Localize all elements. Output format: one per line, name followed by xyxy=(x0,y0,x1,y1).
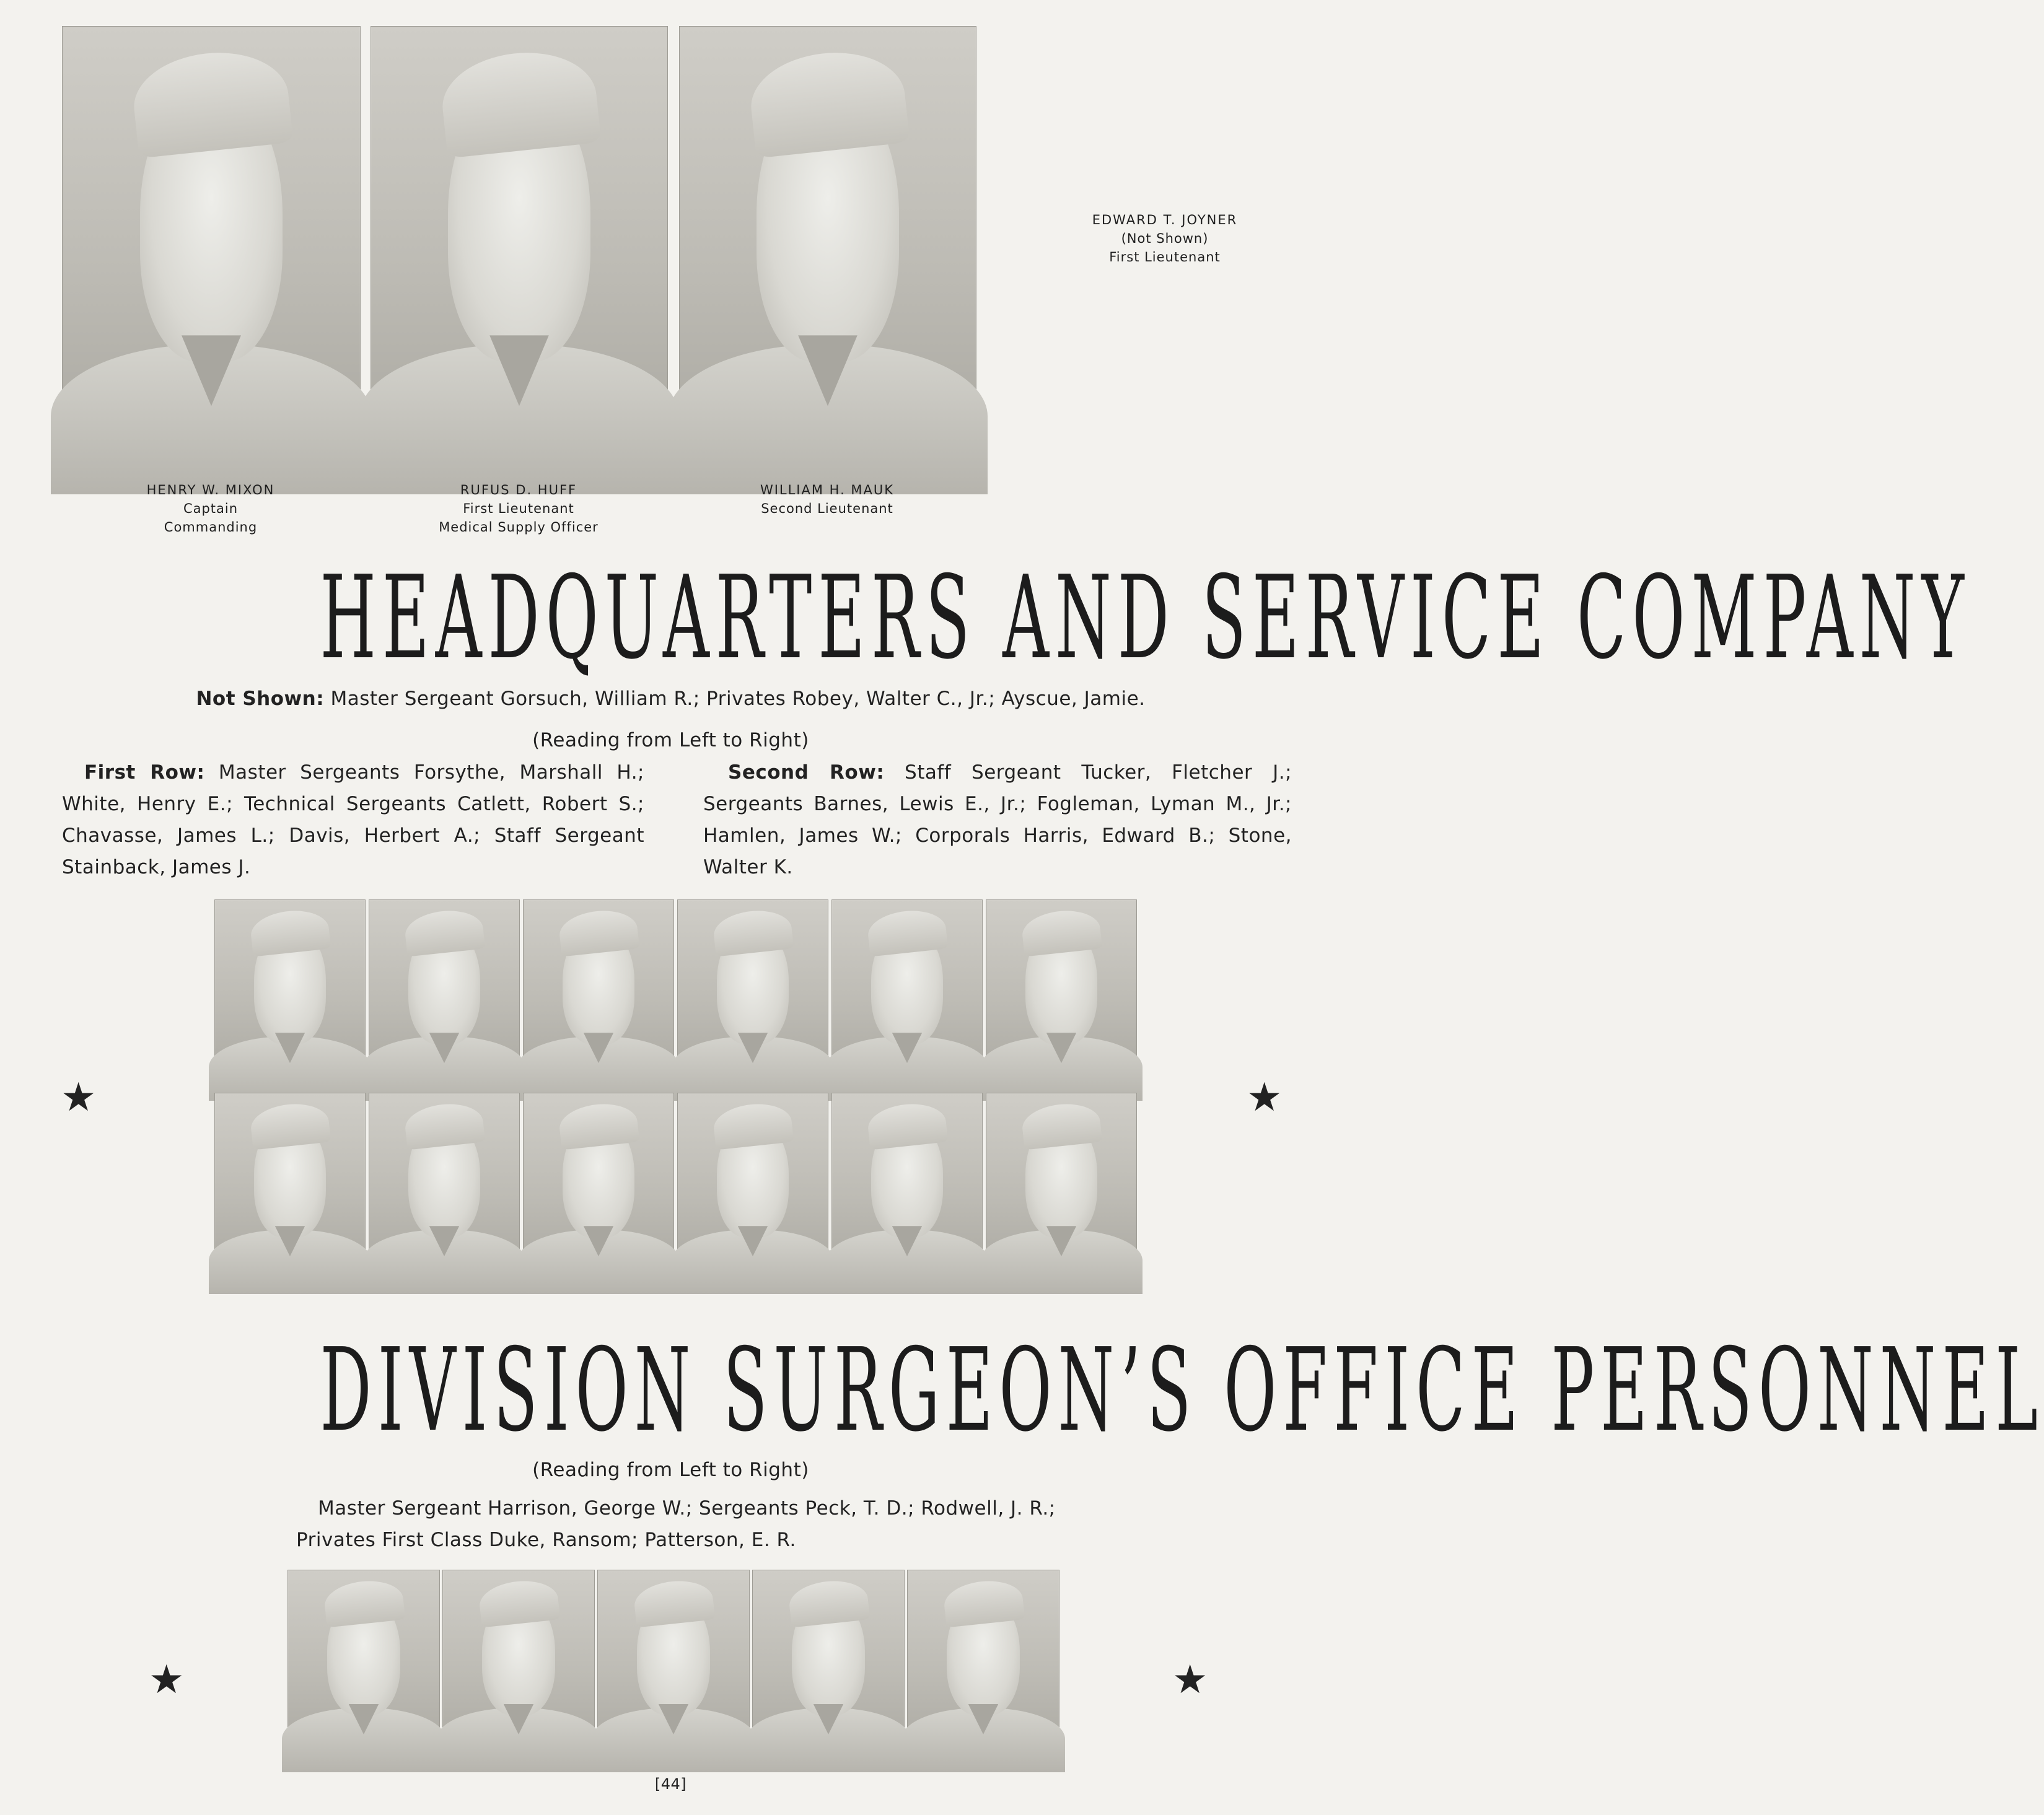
personnel-photo xyxy=(597,1570,750,1762)
officer-photo-mauk xyxy=(679,26,976,468)
officer-role: Commanding xyxy=(164,520,258,535)
star-icon: ★ xyxy=(149,1657,185,1703)
personnel-photo xyxy=(831,1093,983,1284)
officer-role: Medical Supply Officer xyxy=(439,520,599,535)
personnel-photo xyxy=(907,1570,1059,1762)
hq-title: HEADQUARTERS AND SERVICE COMPANY xyxy=(320,551,1970,684)
personnel-photo xyxy=(287,1570,440,1762)
personnel-photo xyxy=(214,899,366,1090)
not-pictured-officer xyxy=(1016,211,1314,266)
second-row-text: Staff Sergeant Tucker, Fletcher J.; Sergeants Barnes, Lewis E., Jr.; Fogleman, Lyman M., Jr.; Hamlen, James W.; Corporals Harris, Edward B.; Stone, Walter K. xyxy=(703,761,1292,878)
officer-name: WILLIAM H. MAUK xyxy=(760,483,895,497)
hq-second-row xyxy=(703,757,1292,883)
surgeon-reading-note: (Reading from Left to Right) xyxy=(532,1459,809,1481)
second-row-label: Second Row: xyxy=(728,761,885,784)
personnel-photo xyxy=(831,899,983,1090)
personnel-photo xyxy=(677,1093,828,1284)
first-row-label: First Row: xyxy=(84,761,205,784)
surgeon-text: Master Sergeant Harrison, George W.; Sergeants Peck, T. D.; Rodwell, J. R.; Privates First Class Duke, Ransom; Patterson, E. R. xyxy=(296,1497,1056,1551)
hq-not-shown xyxy=(62,683,1279,715)
officer-name: HENRY W. MIXON xyxy=(146,483,275,497)
personnel-photo xyxy=(523,1093,674,1284)
personnel-photo xyxy=(752,1570,905,1762)
star-icon: ★ xyxy=(1172,1657,1208,1703)
not-shown-label: Not Shown: xyxy=(196,688,325,710)
hq-reading-note: (Reading from Left to Right) xyxy=(532,729,809,751)
personnel-photo xyxy=(442,1570,595,1762)
surgeon-personnel-text xyxy=(296,1493,1058,1556)
officer-rank: Captain xyxy=(183,501,239,516)
officer-photo-mixon xyxy=(62,26,361,468)
surgeon-title: DIVISION SURGEON’S OFFICE PERSONNEL xyxy=(320,1323,2044,1457)
officer-name: RUFUS D. HUFF xyxy=(460,483,577,497)
personnel-photo xyxy=(214,1093,366,1284)
page-number: [44] xyxy=(654,1775,687,1793)
officer-rank: Second Lieutenant xyxy=(761,501,893,516)
star-icon: ★ xyxy=(61,1075,97,1121)
personnel-photo xyxy=(523,899,674,1090)
personnel-photo xyxy=(986,1093,1137,1284)
officer-caption-mauk xyxy=(679,481,975,518)
officer-name: EDWARD T. JOYNER xyxy=(1092,212,1238,227)
officer-rank: First Lieutenant xyxy=(1109,250,1221,265)
officer-caption-huff xyxy=(371,481,667,536)
first-row-text: Master Sergeants Forsythe, Marshall H.; White, Henry E.; Technical Sergeants Catlett, Robert S.; Chavasse, James L.; Davis, Herbert A.; Staff Sergeant Stainback, James J. xyxy=(62,761,644,878)
officer-rank: First Lieutenant xyxy=(463,501,574,516)
not-shown-text: Master Sergeant Gorsuch, William R.; Privates Robey, Walter C., Jr.; Ayscue, Jamie. xyxy=(324,688,1146,710)
star-icon: ★ xyxy=(1247,1075,1283,1121)
personnel-photo xyxy=(677,899,828,1090)
personnel-photo xyxy=(369,899,520,1090)
officer-note: (Not Shown) xyxy=(1121,231,1209,246)
personnel-photo xyxy=(369,1093,520,1284)
hq-first-row xyxy=(62,757,644,883)
officer-photo-huff xyxy=(371,26,668,468)
personnel-photo xyxy=(986,899,1137,1090)
officer-caption-mixon xyxy=(62,481,359,536)
